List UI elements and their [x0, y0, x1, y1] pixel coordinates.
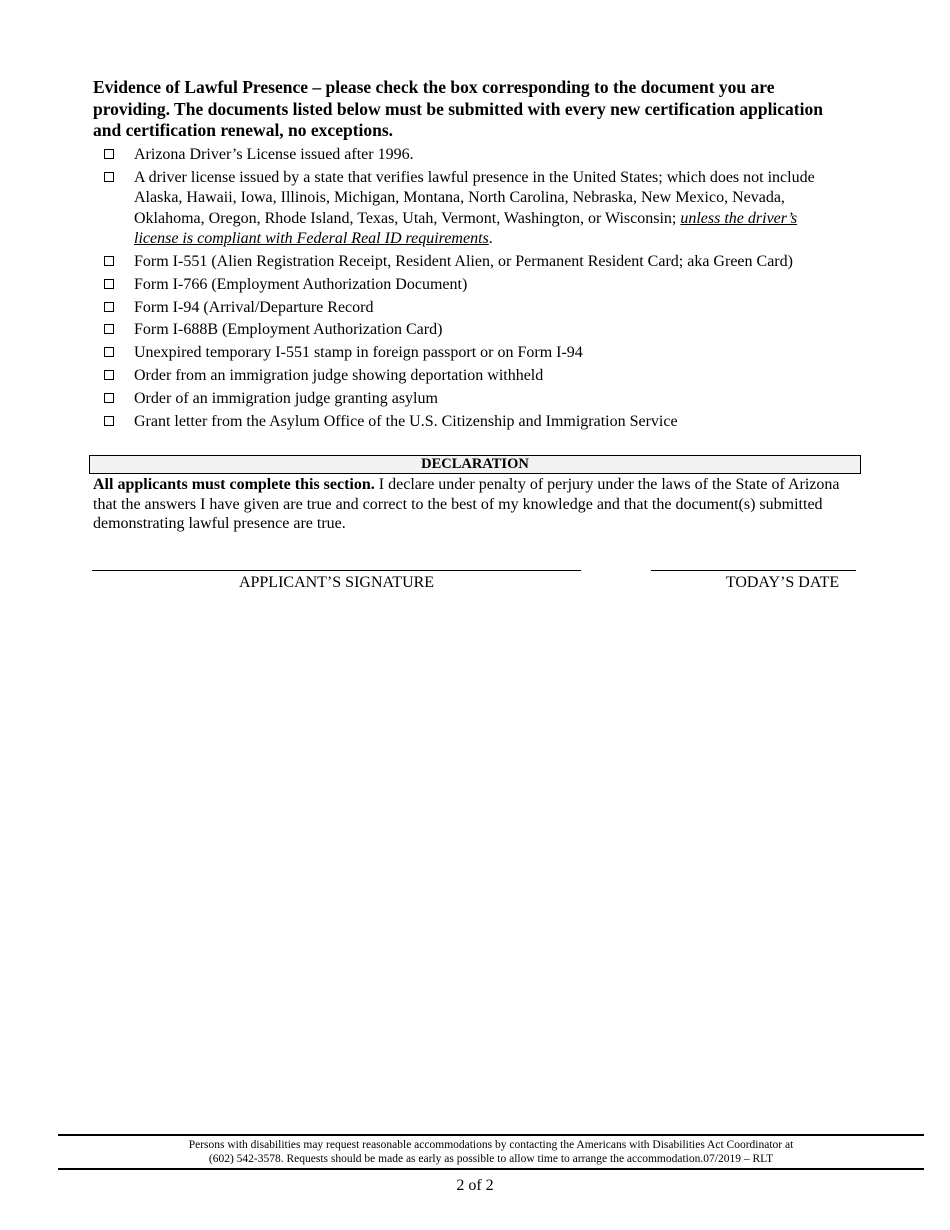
checklist-item-i551-stamp[interactable] [104, 343, 844, 364]
checkbox-icon[interactable] [104, 347, 114, 357]
footer-top-rule [58, 1134, 924, 1136]
real-id-exception-text: unless the driver’s license is compliant with Federal Real ID requirements [134, 209, 798, 248]
evidence-checklist [104, 145, 844, 434]
signature-label: APPLICANT’S SIGNATURE [238, 574, 435, 591]
checklist-item-label: Unexpired temporary I-551 stamp in foreign passport or on Form I-94 [134, 344, 583, 362]
checklist-item-i94[interactable] [104, 298, 844, 319]
checklist-item-label: Order of an immigration judge granting asylum [134, 389, 438, 407]
checklist-item-label: Grant letter from the Asylum Office of the U.S. Citizenship and Immigration Service [134, 412, 678, 430]
declaration-text [93, 475, 853, 534]
checklist-item-label: Order from an immigration judge showing deportation withheld [134, 367, 544, 385]
checklist-item-i688b[interactable] [104, 320, 844, 341]
declaration-body: I declare under penalty of perjury under the laws of the State of Arizona that the answers I have given are true and correct to the best of my knowledge and that the document(s) submitted demonstrating lawful presence are true. [93, 476, 840, 532]
checkbox-icon[interactable] [104, 302, 114, 312]
checkbox-icon[interactable] [104, 172, 114, 182]
date-line[interactable] [651, 570, 856, 571]
checklist-item-label: Form I-766 (Employment Authorization Document) [134, 275, 468, 293]
checklist-item-label: Form I-551 (Alien Registration Receipt, Resident Alien, or Permanent Resident Card; aka Green Card) [134, 253, 793, 271]
footer-bottom-rule [58, 1168, 924, 1170]
evidence-heading: Evidence of Lawful Presence – please check the box corresponding to the document you are providing. The documents listed below must be submitted with every new certification application and certification renewal, no exceptions. [93, 77, 823, 140]
checkbox-icon[interactable] [104, 279, 114, 289]
checklist-item-period: . [488, 230, 493, 248]
checklist-item-label: Form I-94 (Arrival/Departure Record [134, 298, 374, 316]
checklist-item-deportation-withheld[interactable] [104, 366, 844, 387]
declaration-header: DECLARATION [89, 455, 861, 474]
footer-notice [58, 1138, 924, 1166]
checklist-item-az-drivers-license[interactable] [104, 145, 844, 166]
page-number: 2 of 2 [456, 1177, 494, 1194]
checkbox-icon[interactable] [104, 393, 114, 403]
checkbox-icon[interactable] [104, 149, 114, 159]
declaration-lead: All applicants must complete this section. [93, 476, 375, 493]
checklist-item-state-driver-license[interactable] [104, 168, 844, 250]
checkbox-icon[interactable] [104, 324, 114, 334]
checklist-item-label: Arizona Driver’s License issued after 1996. [134, 146, 414, 163]
checkbox-icon[interactable] [104, 416, 114, 426]
checklist-item-i551[interactable] [104, 252, 844, 273]
checkbox-icon[interactable] [104, 256, 114, 266]
checklist-item-asylum-order[interactable] [104, 389, 844, 410]
checklist-item-i766[interactable] [104, 275, 844, 296]
footer-notice-line-2: (602) 542-3578. Requests should be made as early as possible to allow time to arrange the accommodation.07/2019 – RLT [208, 1153, 774, 1165]
checklist-item-label: A driver license issued by a state that verifies lawful presence in the United States; which does not include Alaska, Hawaii, Iowa, Illinois, Michigan, Montana, North Carolina, Nebraska, New Mexico, Nevada, Oklahoma, Oregon, Rhode Island, Texas, Utah, Vermont, Washington, or Wisconsin; [134, 168, 815, 227]
checkbox-icon[interactable] [104, 370, 114, 380]
footer-notice-line-1: Persons with disabilities may request reasonable accommodations by contacting the Americans with Disabilities Act Coordinator at [188, 1139, 794, 1151]
checklist-item-label: Form I-688B (Employment Authorization Card) [134, 321, 443, 339]
checklist-item-asylum-grant-letter[interactable] [104, 412, 844, 433]
date-label: TODAY’S DATE [725, 574, 840, 591]
signature-line[interactable] [92, 570, 581, 571]
